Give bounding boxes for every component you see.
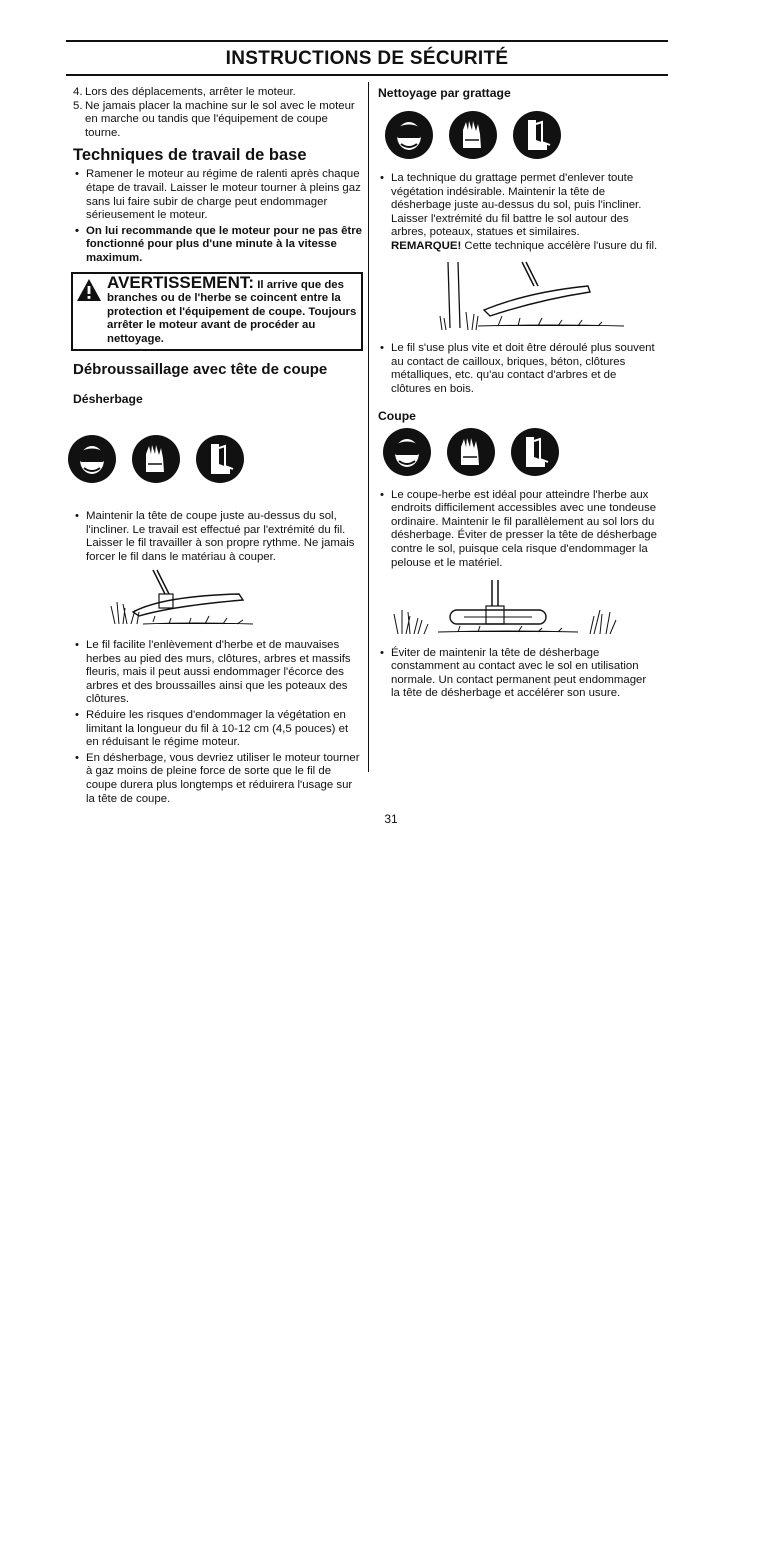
- page-number: 31: [384, 812, 398, 826]
- nettoyage-heading: Nettoyage par grattage: [378, 86, 511, 100]
- techniques-list: [73, 168, 363, 265]
- list-item: • Maintenir la tête de coupe juste au-dessus du sol, l'incliner. Le travail est effectué par l'extrémité du fil. Laisser le fil travailler à son propre rythme. Ne jamais forcer le fil dans le matériau à couper.: [73, 510, 363, 564]
- list-item: • Réduire les risques d'endommager la végétation en limitant la longueur du fil à 10-12 cm (4,5 pouces) et en réduisant le régime moteur.: [73, 709, 363, 750]
- warning-title: AVERTISSEMENT:: [107, 272, 255, 292]
- gloves-icon: [446, 427, 496, 477]
- remarque-label: REMARQUE!: [391, 239, 462, 252]
- fil-list: [73, 639, 363, 806]
- remarque-text: Cette technique accélère l'usure du fil.: [461, 239, 658, 252]
- techniques-heading: Techniques de travail de base: [73, 146, 307, 165]
- right-column: [378, 86, 658, 703]
- boots-icon: [195, 434, 245, 484]
- nettoyage-text: La technique du grattage permet d'enlever toute végétation indésirable. Maintenir la tête de désherbage juste au-dessus du sol, puis l'incliner. Laisser l'extrémité du fil battre le sol autour des arbres, poteaux, statues et similaires.: [391, 172, 642, 239]
- warning-box: [71, 272, 363, 352]
- item-number: 5.: [73, 99, 83, 112]
- list-item: • Le fil facilite l'enlèvement d'herbe et de mauvaises herbes au pied des murs, clôtures, arbres et massifs fleuris, mais il peut aussi endommager l'écorce des arbres et des broussailles ainsi que les poteaux des clôtures.: [73, 639, 363, 707]
- gloves-icon: [448, 110, 498, 160]
- numbered-item: [73, 86, 363, 100]
- desherbage-heading: Désherbage: [73, 392, 143, 407]
- debroussaillage-heading: Débroussaillage avec tête de coupe: [73, 361, 328, 379]
- desherbage-list: [73, 510, 363, 564]
- fil-usure-list: [378, 342, 658, 396]
- list-item: • En désherbage, vous devriez utiliser le moteur tourner à gaz moins de pleine force de sorte que le fil de coupe durera plus longtemps et réduirera l'usage sur la tête de coupe.: [73, 752, 363, 806]
- boots-icon: [510, 427, 560, 477]
- gloves-icon: [131, 434, 181, 484]
- face-shield-icon: [384, 110, 434, 160]
- trimmer-illustration: [93, 568, 363, 635]
- list-item: • Ramener le moteur au régime de ralenti après chaque étape de travail. Laisser le moteur tourner à pleins gaz sans lui faire subir de charge peut endommager sérieusement le moteur.: [73, 168, 363, 222]
- left-column: [73, 86, 363, 808]
- list-item: • On lui recommande que le moteur pour ne pas être fonctionné pour plus d'une minute à la vitesse maximum.: [73, 225, 363, 266]
- item-number: 4.: [73, 86, 83, 98]
- column-divider: [368, 82, 369, 772]
- coupe-list: [378, 489, 658, 571]
- item-text: Lors des déplacements, arrêter le moteur.: [85, 86, 296, 98]
- face-shield-icon: [67, 434, 117, 484]
- item-text: Ne jamais placer la machine sur le sol avec le moteur en marche ou tandis que l'équipement de coupe tourne.: [85, 99, 355, 139]
- face-shield-icon: [382, 427, 432, 477]
- list-item: • Le coupe-herbe est idéal pour atteindre l'herbe aux endroits difficilement accessibles avec une tondeuse ordinaire. Maintenir le fil parallèlement au sol lors du désherbage. Éviter de presser la tête de désherbage contre le sol, puisque cela risque d'endommager la pelouse et le matériel.: [378, 489, 658, 571]
- ppe-icons: [384, 110, 658, 160]
- cutting-illustration: [388, 580, 658, 643]
- warning-triangle-icon: [76, 278, 102, 307]
- coupe-heading: Coupe: [378, 408, 416, 423]
- boots-icon: [512, 110, 562, 160]
- scraping-illustration: [438, 258, 658, 339]
- list-item: • Éviter de maintenir la tête de désherbage constamment au contact avec le sol en utilisation normale. Un contact permanent peut endommager la tête de désherbage et accélérer son usure.: [378, 647, 658, 701]
- eviter-list: [378, 647, 658, 701]
- nettoyage-list: [378, 172, 658, 254]
- numbered-item: [73, 100, 363, 141]
- warning-text: Il arrive que des branches ou de l'herbe se coincent entre la protection et l'équipement de coupe. Toujours arrêter le moteur avant de procéder au nettoyage.: [107, 278, 357, 345]
- list-item: [378, 172, 658, 254]
- ppe-icons: [67, 434, 363, 484]
- page-title: INSTRUCTIONS DE SÉCURITÉ: [66, 40, 668, 76]
- list-item: • Le fil s'use plus vite et doit être déroulé plus souvent au contact de cailloux, briques, béton, clôtures métalliques, etc. qu'au contact d'arbres et de clôtures en bois.: [378, 342, 658, 396]
- ppe-icons: [382, 427, 658, 477]
